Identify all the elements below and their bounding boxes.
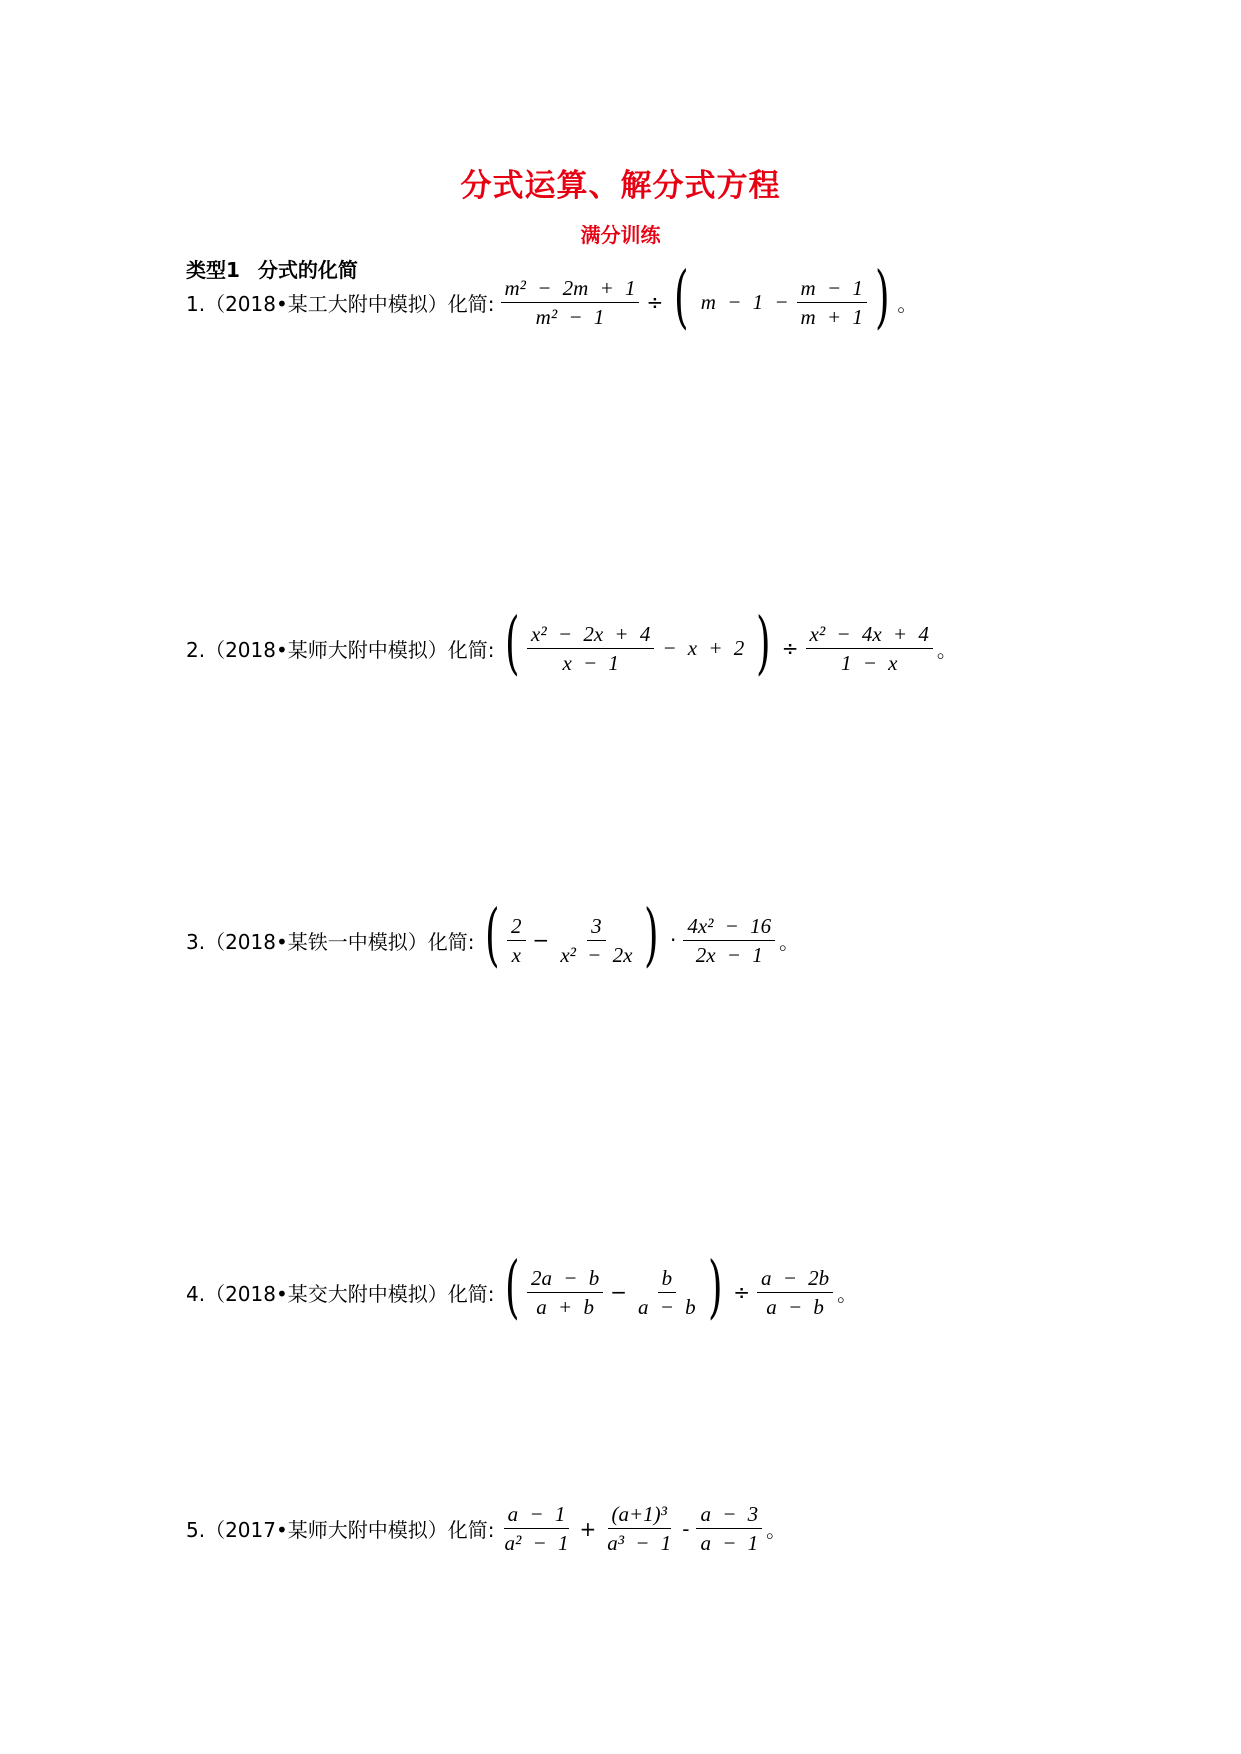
right-paren: ) — [644, 896, 659, 975]
period: 。 — [837, 1281, 858, 1306]
fraction — [634, 1264, 700, 1321]
term: m − 1 − — [700, 289, 789, 314]
operator: + — [579, 1516, 597, 1541]
page-subtitle: 满分训练 — [580, 223, 661, 247]
problem-4 — [186, 1248, 858, 1327]
denominator: x − 1 — [562, 650, 619, 675]
operator: · — [669, 928, 677, 952]
numerator: a − 1 — [504, 1500, 570, 1529]
section-label: 类型1 — [186, 258, 240, 282]
problem-1-expression — [499, 258, 918, 337]
fraction — [806, 620, 933, 677]
problem-5-expression — [499, 1500, 787, 1557]
fraction — [797, 274, 867, 331]
fraction — [603, 1500, 675, 1557]
numerator: b — [658, 1264, 677, 1293]
denominator: a − 1 — [700, 1531, 759, 1555]
problem-4-prefix: 4.（2018•某交大附中模拟）化简: — [186, 1281, 495, 1306]
denominator: a³ − 1 — [607, 1531, 672, 1555]
problem-3 — [186, 896, 800, 975]
problem-2 — [186, 604, 957, 683]
numerator: 3 — [587, 912, 606, 941]
numerator: m − 1 — [797, 274, 867, 303]
operator: ÷ — [646, 290, 664, 314]
section-title: 分式的化简 — [257, 258, 358, 282]
period: 。 — [897, 291, 918, 316]
operator: ÷ — [781, 636, 799, 660]
denominator: 1 − x — [840, 650, 898, 675]
numerator: 2 — [507, 912, 526, 941]
fraction — [757, 1264, 833, 1321]
denominator: a² − 1 — [504, 1531, 569, 1555]
numerator: 4x² − 16 — [683, 912, 775, 941]
left-paren: ( — [484, 896, 500, 975]
operator: ÷ — [733, 1280, 750, 1304]
problem-3-expression — [479, 896, 800, 975]
problem-3-prefix: 3.（2018•某铁一中模拟）化简: — [186, 929, 475, 954]
right-paren: ) — [756, 604, 771, 683]
left-paren: ( — [674, 258, 689, 337]
numerator: x² − 4x + 4 — [806, 620, 933, 649]
denominator: a − b — [637, 1294, 696, 1319]
period: 。 — [766, 1518, 787, 1542]
fraction — [527, 620, 654, 677]
operator: − — [610, 1280, 627, 1304]
fraction — [501, 1500, 573, 1557]
numerator: m² − 2m + 1 — [501, 274, 640, 303]
operator: − — [532, 928, 550, 952]
right-paren: ) — [707, 1248, 723, 1327]
left-paren: ( — [504, 604, 520, 683]
problem-2-prefix: 2.（2018•某师大附中模拟）化简: — [186, 637, 495, 662]
denominator: m + 1 — [800, 304, 863, 329]
numerator: a − 3 — [696, 1500, 762, 1529]
denominator: 2x − 1 — [695, 942, 763, 967]
operator: - — [682, 1516, 690, 1541]
numerator: (a+1)³ — [608, 1500, 671, 1529]
denominator: x — [511, 942, 521, 967]
denominator: a + b — [536, 1294, 594, 1319]
page-title: 分式运算、解分式方程 — [460, 168, 781, 204]
numerator: 2a − b — [527, 1264, 603, 1293]
fraction — [527, 1264, 603, 1321]
numerator: a − 2b — [757, 1264, 833, 1293]
period: 。 — [936, 637, 957, 662]
problem-5 — [186, 1500, 786, 1557]
right-paren: ) — [874, 258, 890, 337]
period: 。 — [779, 929, 800, 954]
left-paren: ( — [504, 1248, 520, 1327]
numerator: x² − 2x + 4 — [527, 620, 654, 649]
problem-5-prefix: 5.（2017•某师大附中模拟）化简: — [186, 1518, 495, 1542]
denominator: a − b — [766, 1294, 824, 1319]
term: − x + 2 — [662, 635, 745, 660]
denominator: x² − 2x — [560, 942, 633, 967]
denominator: m² − 1 — [535, 304, 605, 329]
fraction — [696, 1500, 762, 1557]
problem-4-expression — [499, 1248, 858, 1327]
fraction — [507, 912, 526, 969]
problem-2-expression — [499, 604, 957, 683]
fraction — [556, 912, 636, 969]
fraction — [683, 912, 775, 969]
problem-1-prefix: 1.（2018•某工大附中模拟）化简: — [186, 291, 495, 316]
fraction — [501, 274, 640, 331]
